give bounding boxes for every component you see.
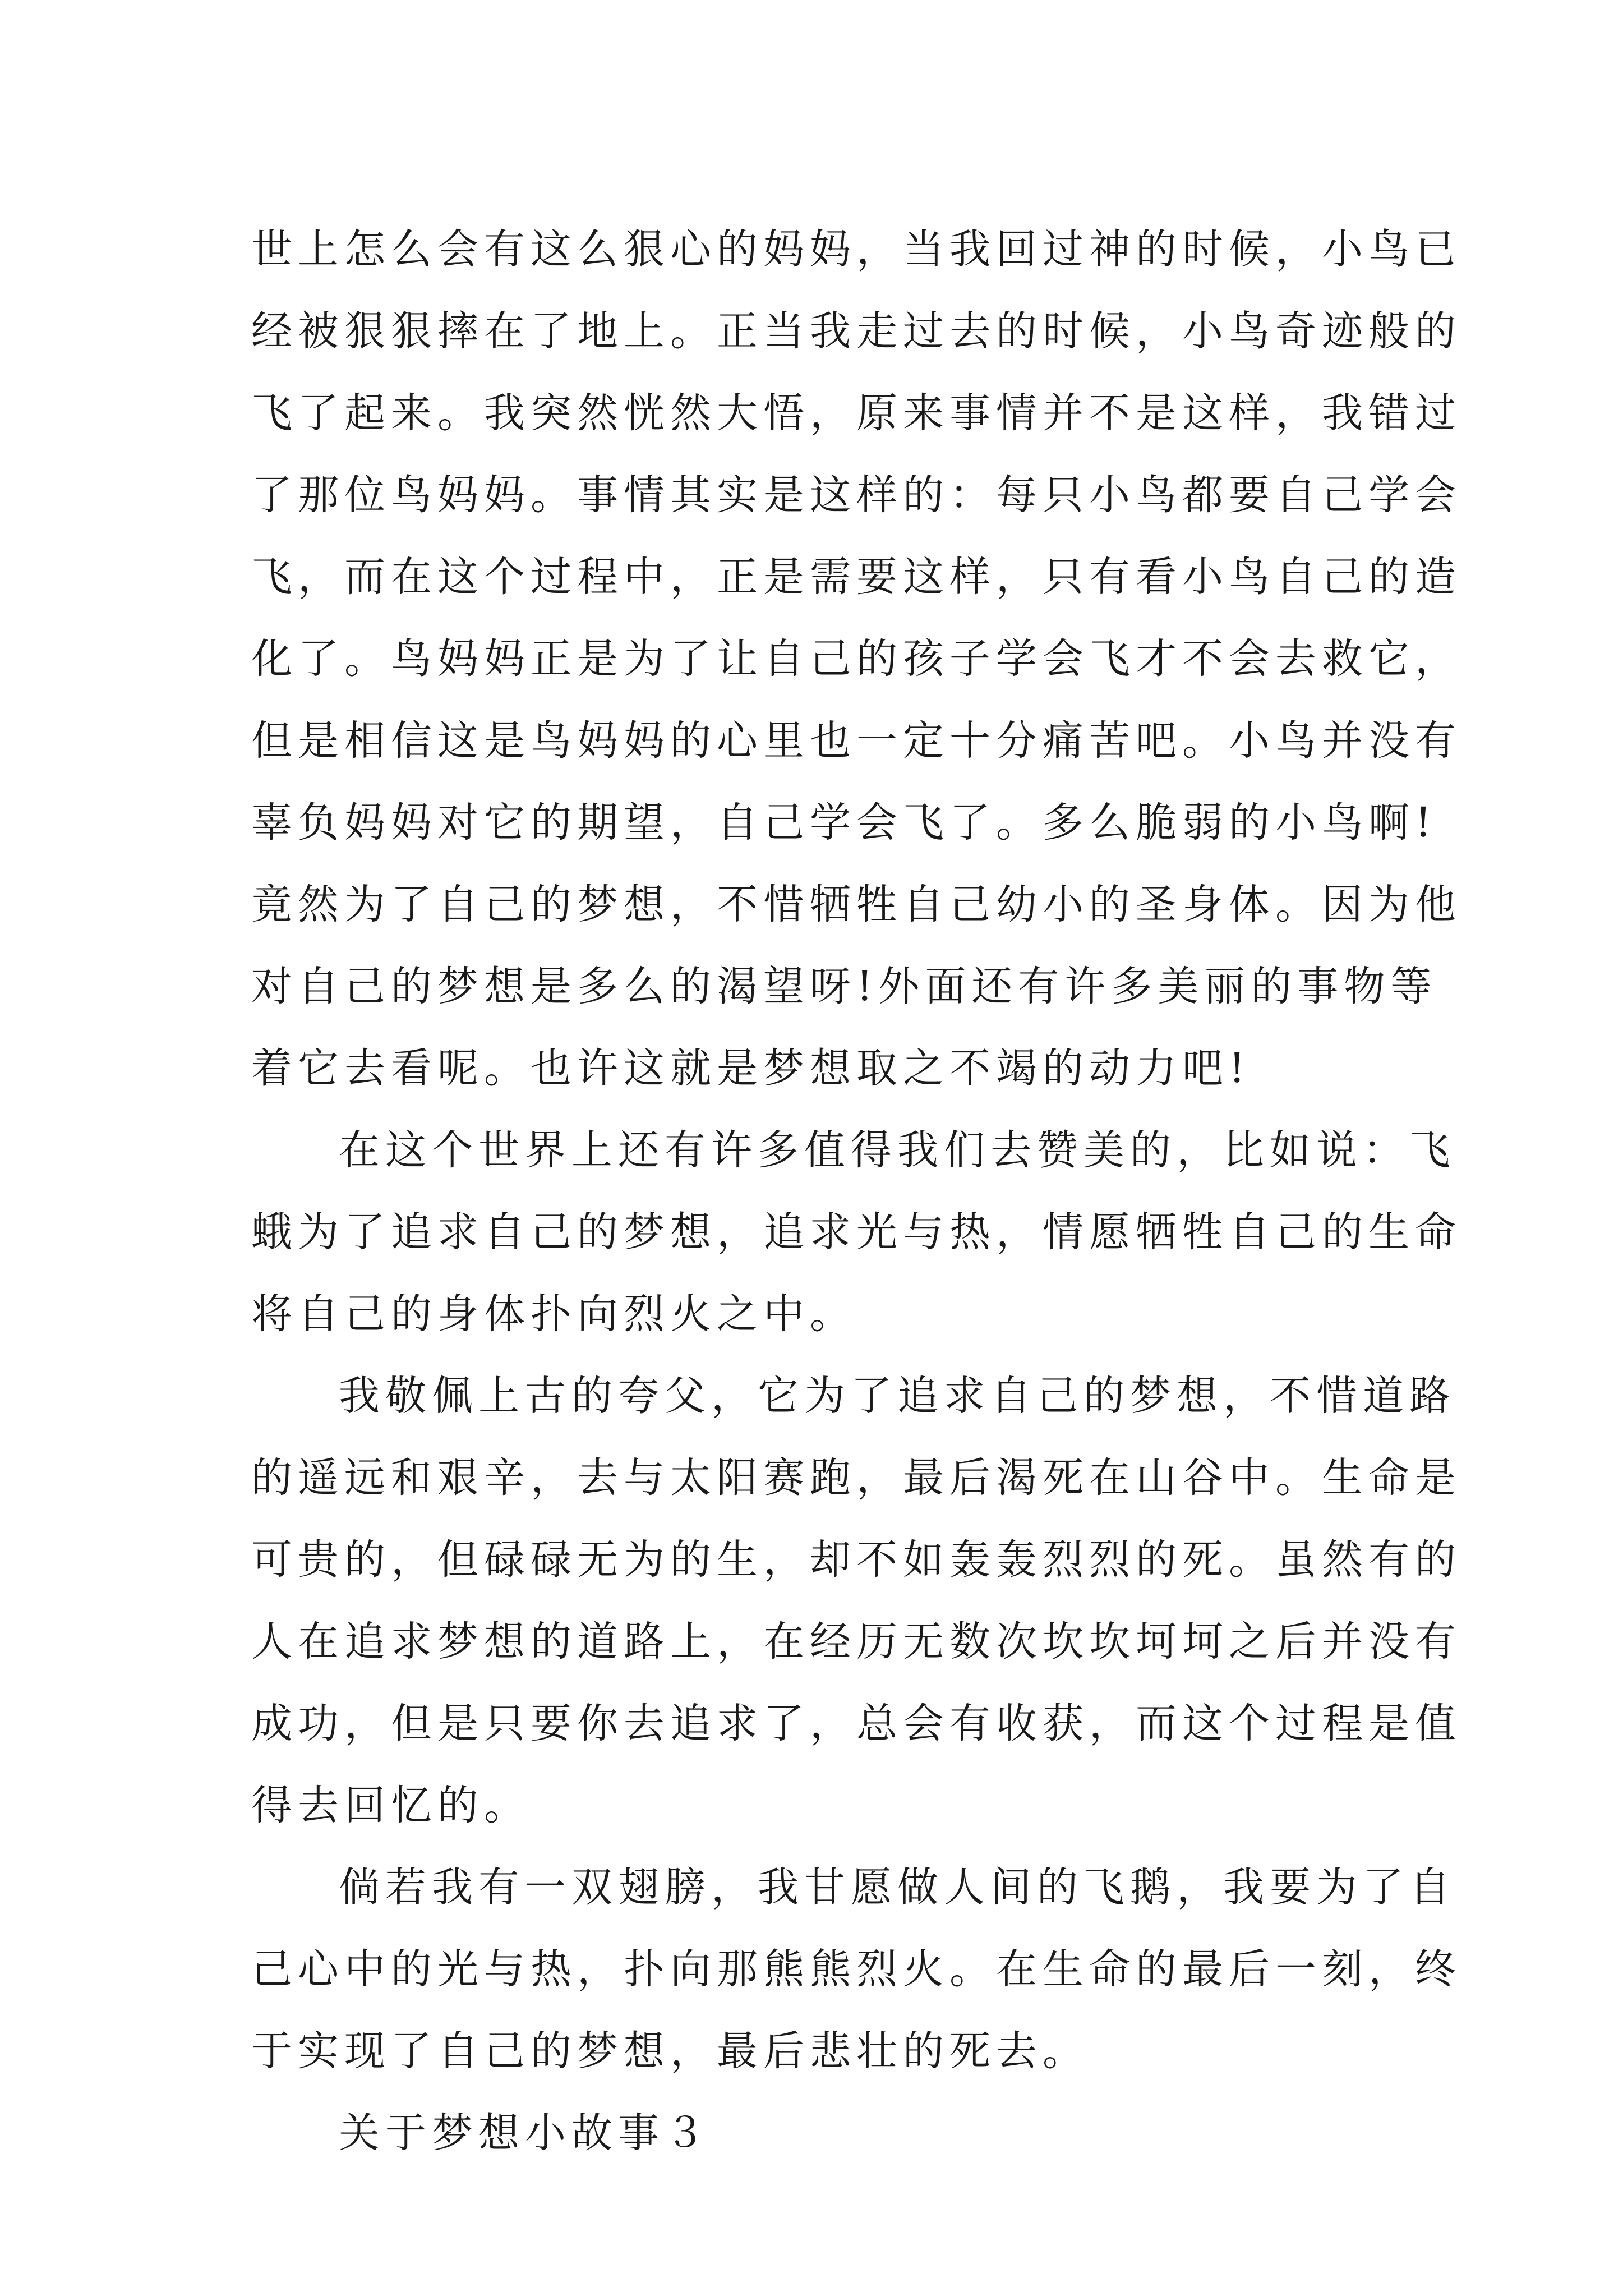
text-line: 但是相信这是鸟妈妈的心里也一定十分痛苦吧。小鸟并没有 [251, 717, 1461, 765]
text-line: 对自己的梦想是多么的渴望呀!外面还有许多美丽的事物等 [251, 963, 1437, 1010]
text-line: 世上怎么会有这么狠心的妈妈，当我回过神的时候，小鸟已 [251, 226, 1461, 273]
text-line: 将自己的身体扑向烈火之中。 [251, 1290, 856, 1338]
text-line: 辜负妈妈对它的期望，自己学会飞了。多么脆弱的小鸟啊! [251, 799, 1437, 846]
paragraph-4 [251, 1847, 1461, 2092]
text-line: 倘若我有一双翅膀，我甘愿做人间的飞鹅，我要为了自 [339, 1864, 1456, 1911]
text-line: 的遥远和艰辛，去与太阳赛跑，最后渴死在山谷中。生命是 [251, 1454, 1461, 1502]
story-text [251, 209, 1461, 2174]
text-line: 得去回忆的。 [251, 1782, 531, 1829]
text-line: 经被狠狠摔在了地上。正当我走过去的时候，小鸟奇迹般的 [251, 307, 1461, 355]
text-line: 可贵的，但碌碌无为的生，却不如轰轰烈烈的死。虽然有的 [251, 1536, 1461, 1584]
paragraph-5 [251, 2092, 1390, 2174]
text-line: 飞，而在这个过程中，正是需要这样，只有看小鸟自己的造 [251, 553, 1461, 601]
text-line: 人在追求梦想的道路上，在经历无数次坎坎坷坷之后并没有 [251, 1618, 1461, 1665]
text-line: 己心中的光与热，扑向那熊熊烈火。在生命的最后一刻，终 [251, 1945, 1461, 1993]
paragraph-2 [251, 1110, 1461, 1355]
paragraph-3 [251, 1355, 1461, 1847]
text-line: 于实现了自己的梦想，最后悲壮的死去。 [251, 2027, 1089, 2075]
text-line: 化了。鸟妈妈正是为了让自己的孩子学会飞才不会去救它， [251, 635, 1461, 683]
text-line: 我敬佩上古的夸父，它为了追求自己的梦想，不惜道路 [339, 1372, 1456, 1420]
text-line: 蛾为了追求自己的梦想，追求光与热，情愿牺牲自己的生命 [251, 1208, 1461, 1256]
paragraph-1 [251, 209, 1461, 1110]
text-line: 成功，但是只要你去追求了，总会有收获，而这个过程是值 [251, 1700, 1461, 1747]
section-title: 关于梦想小故事３ [339, 2109, 711, 2157]
text-line: 着它去看呢。也许这就是梦想取之不竭的动力吧! [251, 1045, 1251, 1092]
text-line: 飞了起来。我突然恍然大悟，原来事情并不是这样，我错过 [251, 389, 1461, 437]
text-line: 了那位鸟妈妈。事情其实是这样的：每只小鸟都要自己学会 [251, 471, 1461, 519]
text-line: 在这个世界上还有许多值得我们去赞美的，比如说：飞 [339, 1126, 1456, 1174]
text-line: 竟然为了自己的梦想，不惜牺牲自己幼小的圣身体。因为他 [251, 881, 1461, 928]
